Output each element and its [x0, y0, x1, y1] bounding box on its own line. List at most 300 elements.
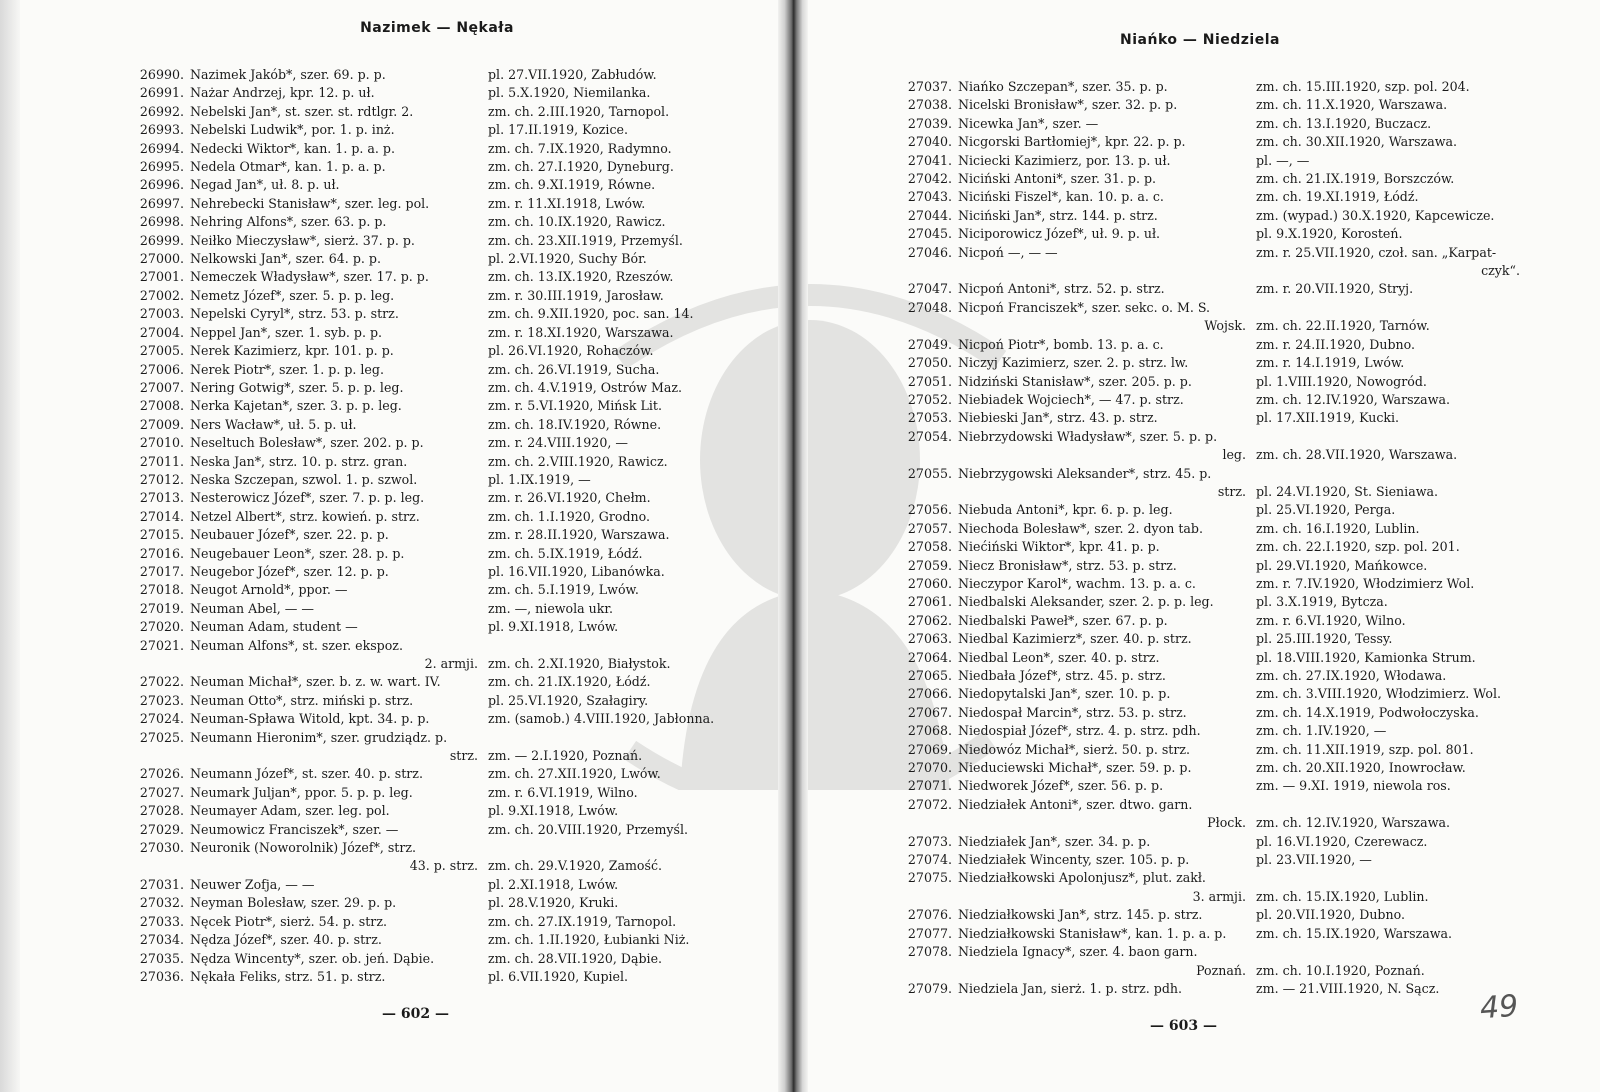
entry-fate: zm. ch. 27.IX.1919, Tarnopol.	[488, 913, 677, 929]
entry-name: Neugebauer Leon*, szer. 28. p. p.	[190, 545, 405, 561]
entry-number: 27025.	[139, 729, 184, 745]
left-page	[112, 0, 762, 1092]
entry-number: 27023.	[139, 692, 184, 708]
entry-fate: zm. r. 6.VI.1920, Wilno.	[1256, 612, 1406, 628]
entry-fate: pl. 26.VI.1920, Rohaczów.	[488, 343, 654, 359]
entry-name: Netzel Albert*, strz. kowień. p. strz.	[190, 508, 420, 524]
entry-name: Nidziński Stanisław*, szer. 205. p. p.	[958, 373, 1192, 389]
entry-name: Neuman Alfons*, st. szer. ekspoz.	[190, 637, 403, 653]
entry-fate	[1246, 943, 1520, 961]
register-entry	[880, 557, 1520, 575]
entry-number: 27003.	[139, 306, 184, 322]
entry-number: 27016.	[139, 545, 184, 561]
left-entry-list	[112, 66, 762, 986]
entry-name: Wojsk.	[1204, 318, 1246, 334]
register-entry	[112, 416, 762, 434]
register-entry	[112, 361, 762, 379]
entry-fate: pl. 25.III.1920, Tessy.	[1256, 631, 1393, 647]
entry-fate: zm. r. 7.IV.1920, Włodzimierz Wol.	[1256, 575, 1475, 591]
entry-fate: zm. ch. 21.IX.1919, Borszczów.	[1256, 171, 1455, 187]
entry-name: Niedziałkowski Jan*, strz. 145. p. strz.	[958, 907, 1203, 923]
entry-continuation	[880, 962, 1520, 980]
entry-name: Niebrzydowski Władysław*, szer. 5. p. p.	[958, 428, 1218, 444]
entry-number: 27035.	[139, 950, 184, 966]
entry-number: 27022.	[139, 674, 184, 690]
register-entry	[112, 213, 762, 231]
entry-number: 27061.	[907, 594, 952, 610]
register-entry	[880, 630, 1520, 648]
entry-fate: zm. r. 25.VII.1920, czoł. san. „Karpat-	[1256, 244, 1497, 260]
entry-name: Niedziałek Wincenty, szer. 105. p. p.	[958, 852, 1190, 868]
entry-name: Nerka Kajetan*, szer. 3. p. p. leg.	[190, 398, 402, 414]
entry-fate: zm. ch. 11.X.1920, Warszawa.	[1256, 97, 1448, 113]
entry-number: 27040.	[907, 134, 952, 150]
entry-fate: zm. — 2.I.1920, Poznań.	[488, 748, 643, 764]
entry-number: 26993.	[139, 122, 184, 138]
register-entry	[880, 96, 1520, 114]
entry-fate: zm. ch. 15.IX.1920, Lublin.	[1256, 888, 1429, 904]
register-entry	[880, 373, 1520, 391]
entry-fate: zm. ch. 1.I.1920, Grodno.	[488, 508, 651, 524]
register-entry	[880, 152, 1520, 170]
entry-continuation	[112, 747, 762, 765]
register-entry	[880, 741, 1520, 759]
entry-number: 27067.	[907, 704, 952, 720]
page-number-left: — 602 —	[382, 1006, 449, 1022]
entry-name: Nesterowicz Józef*, szer. 7. p. p. leg.	[190, 490, 425, 506]
entry-number: 27052.	[907, 391, 952, 407]
register-entry	[880, 685, 1520, 703]
entry-name: Niedowóz Michał*, sierż. 50. p. strz.	[958, 741, 1191, 757]
entry-fate: pl. 18.VIII.1920, Kamionka Strum.	[1256, 649, 1476, 665]
register-entry	[112, 324, 762, 342]
entry-fate: zm. ch. 18.IV.1920, Równe.	[488, 416, 662, 432]
entry-fate	[1246, 869, 1520, 887]
entry-number: 26995.	[139, 159, 184, 175]
entry-fate: zm. ch. 2.VIII.1920, Rawicz.	[488, 453, 668, 469]
register-entry	[112, 508, 762, 526]
entry-name: Niebieski Jan*, strz. 43. p. strz.	[958, 410, 1158, 426]
entry-fate: pl. 6.VII.1920, Kupiel.	[488, 968, 629, 984]
entry-fate: pl. 5.X.1920, Niemilanka.	[488, 85, 651, 101]
register-entry	[112, 673, 762, 691]
register-entry	[112, 84, 762, 102]
entry-number: 27050.	[907, 355, 952, 371]
entry-number: 27015.	[139, 527, 184, 543]
entry-number: 27008.	[139, 398, 184, 414]
register-entry	[880, 906, 1520, 924]
entry-fate: zm. ch. 23.XII.1919, Przemyśl.	[488, 232, 683, 248]
entry-fate: zm. r. 5.VI.1920, Mińsk Lit.	[488, 398, 662, 414]
entry-number: 27033.	[139, 913, 184, 929]
page-number-right: — 603 —	[1150, 1018, 1217, 1034]
entry-number: 27057.	[907, 520, 952, 536]
entry-number: 27028.	[139, 803, 184, 819]
register-entry	[880, 170, 1520, 188]
entry-name: Nemetz Józef*, szer. 5. p. p. leg.	[190, 287, 395, 303]
register-entry	[880, 244, 1520, 262]
entry-name: Neuman Adam, student —	[190, 619, 358, 635]
entry-fate: zm. ch. 13.IX.1920, Rzeszów.	[488, 269, 674, 285]
entry-fate: pl. 17.II.1919, Kozice.	[488, 122, 628, 138]
register-entry	[112, 765, 762, 783]
entry-number: 27020.	[139, 619, 184, 635]
entry-name: Niciński Fiszel*, kan. 10. p. a. c.	[958, 189, 1164, 205]
register-entry	[880, 538, 1520, 556]
entry-name: Neppel Jan*, szer. 1. syb. p. p.	[190, 324, 383, 340]
register-entry	[112, 489, 762, 507]
register-entry	[112, 453, 762, 471]
register-entry	[880, 409, 1520, 427]
entry-fate: pl. 9.XI.1918, Lwów.	[488, 619, 619, 635]
entry-fate: zm. ch. 9.XI.1919, Równe.	[488, 177, 656, 193]
entry-number: 27024.	[139, 711, 184, 727]
entry-number: 26997.	[139, 195, 184, 211]
entry-name: 3. armji.	[1192, 888, 1246, 904]
entry-name: Niedospiał Józef*, strz. 4. p. strz. pdh.	[958, 723, 1201, 739]
entry-number: 27037.	[907, 79, 952, 94]
entry-number: 26996.	[139, 177, 184, 193]
entry-name: Niecz Bronisław*, strz. 53. p. strz.	[958, 557, 1177, 573]
entry-continuation	[880, 483, 1520, 501]
entry-fate: pl. 25.VI.1920, Szałagiry.	[488, 692, 649, 708]
entry-fate: zm. ch. 10.I.1920, Poznań.	[1256, 962, 1425, 978]
register-entry	[880, 833, 1520, 851]
entry-name: Niedbalski Paweł*, szer. 67. p. p.	[958, 612, 1168, 628]
entry-number: 27032.	[139, 895, 184, 911]
entry-fate: zm. r. 30.III.1919, Jarosław.	[488, 287, 664, 303]
entry-number: 27063.	[907, 631, 952, 647]
entry-fate: pl. 1.VIII.1920, Nowogród.	[1256, 373, 1427, 389]
entry-fate: zm. (samob.) 4.VIII.1920, Jabłonna.	[488, 711, 715, 727]
entry-number: 27070.	[907, 760, 952, 776]
entry-number: 27069.	[907, 741, 952, 757]
entry-number: 27011.	[139, 453, 184, 469]
entry-number: 27077.	[907, 925, 952, 941]
entry-fate: pl. 20.VII.1920, Dubno.	[1256, 907, 1405, 923]
entry-number: 27029.	[139, 821, 184, 837]
entry-fate: zm. ch. 15.IX.1920, Warszawa.	[1256, 925, 1453, 941]
entry-name: Nicpoń Antoni*, strz. 52. p. strz.	[958, 281, 1165, 297]
entry-number: 27079.	[907, 980, 952, 996]
entry-name: Nicgorski Bartłomiej*, kpr. 22. p. p.	[958, 134, 1186, 150]
entry-name: Niedziałek Antoni*, szer. dtwo. garn.	[958, 796, 1193, 812]
register-entry	[880, 336, 1520, 354]
entry-fate: zm. ch. 5.IX.1919, Łódź.	[488, 545, 643, 561]
entry-name: Niciński Antoni*, szer. 31. p. p.	[958, 171, 1157, 187]
entry-fate: pl. —, —	[1256, 152, 1310, 168]
entry-number: 26998.	[139, 214, 184, 230]
register-entry	[880, 612, 1520, 630]
entry-fate: pl. 9.XI.1918, Lwów.	[488, 803, 619, 819]
register-entry	[112, 526, 762, 544]
register-entry	[112, 103, 762, 121]
register-entry	[880, 354, 1520, 372]
entry-name: Nękała Feliks, strz. 51. p. strz.	[190, 968, 386, 984]
register-entry	[880, 649, 1520, 667]
entry-name: Neuman Michał*, szer. b. z. w. wart. IV.	[190, 674, 441, 690]
entry-number: 27038.	[907, 97, 952, 113]
entry-fate: zm. ch. 22.II.1920, Tarnów.	[1256, 318, 1430, 334]
entry-name: Neugebor Józef*, szer. 12. p. p.	[190, 563, 389, 579]
entry-name: Neska Jan*, strz. 10. p. strz. gran.	[190, 453, 408, 469]
entry-fate	[478, 637, 762, 655]
entry-number: 27075.	[907, 870, 952, 886]
register-entry	[880, 575, 1520, 593]
entry-name: Niebiadek Wojciech*, — 47. p. strz.	[958, 391, 1184, 407]
entry-name: Nicpoń Franciszek*, szer. sekc. o. M. S.	[958, 299, 1211, 315]
register-entry	[112, 342, 762, 360]
entry-name: strz.	[449, 748, 478, 764]
register-entry	[880, 593, 1520, 611]
entry-number: 27042.	[907, 171, 952, 187]
register-entry	[880, 78, 1520, 96]
entry-name: Niedbała Józef*, strz. 45. p. strz.	[958, 668, 1166, 683]
entry-name: Neuman Abel, — —	[190, 600, 314, 616]
entry-number: 26994.	[139, 140, 184, 156]
entry-fate: zm. ch. 5.I.1919, Lwów.	[488, 582, 639, 598]
entry-number: 27056.	[907, 502, 952, 518]
entry-number: 26992.	[139, 103, 184, 119]
register-entry	[112, 434, 762, 452]
register-entry	[112, 581, 762, 599]
entry-number: 27048.	[907, 299, 952, 315]
register-entry	[880, 465, 1520, 483]
register-entry	[112, 305, 762, 323]
entry-fate: zm. r. 28.II.1920, Warszawa.	[488, 527, 670, 543]
register-entry	[880, 796, 1520, 814]
register-entry	[112, 637, 762, 655]
entry-number: 27005.	[139, 343, 184, 359]
entry-fate: zm. ch. 3.VIII.1920, Włodzimierz. Wol.	[1256, 686, 1501, 702]
entry-fate	[1246, 299, 1520, 317]
entry-fate: zm. ch. 21.IX.1920, Łódź.	[488, 674, 651, 690]
entry-number: 27000.	[139, 251, 184, 267]
entry-number: 27076.	[907, 907, 952, 923]
entry-continuation	[880, 317, 1520, 335]
register-entry	[112, 894, 762, 912]
entry-name: Niciński Jan*, strz. 144. p. strz.	[958, 207, 1158, 223]
entry-name: Neuman-Spława Witold, kpt. 34. p. p.	[190, 711, 430, 727]
entry-fate: pl. 24.VI.1920, St. Sieniawa.	[1256, 483, 1438, 499]
entry-fate: zm. ch. 15.III.1920, szp. pol. 204.	[1256, 79, 1470, 94]
entry-name: Nęcek Piotr*, sierż. 54. p. strz.	[190, 913, 387, 929]
entry-number: 27071.	[907, 778, 952, 794]
entry-number: 27068.	[907, 723, 952, 739]
register-entry	[112, 250, 762, 268]
entry-fate: zm. ch. 27.I.1920, Dyneburg.	[488, 159, 674, 175]
entry-fate: zm. ch. 29.V.1920, Zamość.	[488, 858, 663, 874]
entry-fate: zm. r. 20.VII.1920, Stryj.	[1256, 281, 1414, 297]
entry-number: 27027.	[139, 784, 184, 800]
entry-name: Neyman Bolesław, szer. 29. p. p.	[190, 895, 397, 911]
register-entry	[112, 232, 762, 250]
entry-fate: pl. 16.VII.1920, Libanówka.	[488, 563, 665, 579]
entry-name: Nehrebecki Stanisław*, szer. leg. pol.	[190, 195, 430, 211]
entry-fate: pl. 28.V.1920, Kruki.	[488, 895, 619, 911]
entry-fate: zm. ch. 1.II.1920, Łubianki Niż.	[488, 932, 690, 948]
entry-fate: zm. ch. 12.IV.1920, Warszawa.	[1256, 815, 1450, 831]
entry-fate: czyk“.	[1481, 263, 1520, 279]
entry-name: Niedbal Leon*, szer. 40. p. strz.	[958, 649, 1160, 665]
entry-name: Niedziela Jan, sierż. 1. p. strz. pdh.	[958, 980, 1183, 996]
entry-name: 2. armji.	[424, 656, 478, 671]
entry-name: Poznań.	[1196, 962, 1246, 978]
register-entry	[880, 280, 1520, 298]
entry-fate	[1246, 796, 1520, 814]
entry-fate: zm. ch. 20.VIII.1920, Przemyśl.	[488, 821, 688, 837]
entry-name: Neuman Otto*, strz. miński p. strz.	[190, 692, 414, 708]
entry-number: 27036.	[139, 968, 184, 984]
entry-name: Niańko Szczepan*, szer. 35. p. p.	[958, 79, 1168, 94]
register-entry	[880, 520, 1520, 538]
entry-fate: zm. r. 24.VIII.1920, —	[488, 435, 628, 451]
entry-name: Niedziałkowski Apolonjusz*, plut. zakł.	[958, 870, 1206, 886]
entry-number: 27065.	[907, 668, 952, 683]
entry-number: 27030.	[139, 840, 184, 856]
entry-fate: zm. ch. 7.IX.1920, Radymno.	[488, 140, 672, 156]
entry-fate: zm. ch. 1.IV.1920, —	[1256, 723, 1387, 739]
entry-name: leg.	[1222, 447, 1246, 463]
register-entry	[112, 287, 762, 305]
register-entry	[880, 299, 1520, 317]
entry-continuation	[112, 857, 762, 875]
entry-fate: zm. (wypad.) 30.X.1920, Kapcewicze.	[1256, 207, 1495, 223]
entry-name: Neska Szczepan, szwol. 1. p. szwol.	[190, 471, 418, 487]
entry-name: Niebuda Antoni*, kpr. 6. p. p. leg.	[958, 502, 1173, 518]
entry-name: Nędza Wincenty*, szer. ob. jeń. Dąbie.	[190, 950, 435, 966]
entry-fate: pl. 9.X.1920, Korosteń.	[1256, 226, 1403, 242]
entry-number: 27047.	[907, 281, 952, 297]
entry-fate: pl. 27.VII.1920, Zabłudów.	[488, 67, 657, 82]
entry-fate	[478, 839, 762, 857]
entry-fate: pl. 25.VI.1920, Perga.	[1256, 502, 1396, 518]
entry-fate	[478, 729, 762, 747]
entry-name: Nebelski Ludwik*, por. 1. p. inż.	[190, 122, 395, 138]
entry-name: Niedworek Józef*, szer. 56. p. p.	[958, 778, 1164, 794]
page-header-left: Nazimek — Nękała	[360, 20, 514, 36]
entry-fate: zm. ch. 2.III.1920, Tarnopol.	[488, 103, 670, 119]
entry-name: Nelkowski Jan*, szer. 64. p. p.	[190, 251, 381, 267]
entry-name: Ners Wacław*, uł. 5. p. uł.	[190, 416, 357, 432]
register-entry	[112, 545, 762, 563]
register-entry	[112, 600, 762, 618]
entry-number: 27058.	[907, 539, 952, 555]
register-entry	[880, 188, 1520, 206]
entry-number: 27001.	[139, 269, 184, 285]
entry-number: 27039.	[907, 115, 952, 131]
entry-number: 27064.	[907, 649, 952, 665]
entry-number: 26990.	[139, 67, 184, 82]
entry-fate: zm. r. 11.XI.1918, Lwów.	[488, 195, 646, 211]
register-entry	[880, 428, 1520, 446]
entry-name: Niczyj Kazimierz, szer. 2. p. strz. lw.	[958, 355, 1189, 371]
register-entry	[112, 379, 762, 397]
register-entry	[112, 563, 762, 581]
entry-number: 27078.	[907, 944, 952, 960]
entry-number: 27018.	[139, 582, 184, 598]
register-entry	[880, 133, 1520, 151]
right-page	[880, 0, 1520, 1092]
entry-number: 27012.	[139, 471, 184, 487]
entry-name: Nicelski Bronisław*, szer. 32. p. p.	[958, 97, 1178, 113]
entry-number: 27073.	[907, 833, 952, 849]
register-entry	[112, 710, 762, 728]
entry-fate	[1246, 465, 1520, 483]
entry-fate: zm. ch. 16.I.1920, Lublin.	[1256, 520, 1420, 536]
register-entry	[112, 692, 762, 710]
entry-fate: pl. 16.VI.1920, Czerewacz.	[1256, 833, 1428, 849]
entry-name: Nedela Otmar*, kan. 1. p. a. p.	[190, 159, 386, 175]
entry-name: Nieduciewski Michał*, szer. 59. p. p.	[958, 760, 1192, 776]
page-edge-shadow	[0, 0, 20, 1092]
entry-number: 27007.	[139, 379, 184, 395]
entry-number: 27054.	[907, 428, 952, 444]
register-entry	[880, 869, 1520, 887]
entry-number: 27019.	[139, 600, 184, 616]
entry-fate: zm. ch. 11.XII.1919, szp. pol. 801.	[1256, 741, 1474, 757]
entry-number: 27002.	[139, 287, 184, 303]
entry-number: 27010.	[139, 435, 184, 451]
entry-number: 27021.	[139, 637, 184, 653]
entry-number: 27026.	[139, 766, 184, 782]
entry-fate	[1246, 428, 1520, 446]
register-entry	[112, 968, 762, 986]
entry-name: Neumann Józef*, st. szer. 40. p. strz.	[190, 766, 423, 782]
entry-name: strz.	[1217, 483, 1246, 499]
entry-number: 27046.	[907, 244, 952, 260]
entry-name: Neugot Arnold*, ppor. —	[190, 582, 348, 598]
entry-number: 27051.	[907, 373, 952, 389]
entry-fate: zm. — 9.XI. 1919, niewola ros.	[1256, 778, 1451, 794]
entry-name: Neumowicz Franciszek*, szer. —	[190, 821, 399, 837]
register-entry	[880, 391, 1520, 409]
entry-name: Niciporowicz Józef*, uł. 9. p. uł.	[958, 226, 1161, 242]
register-entry	[880, 704, 1520, 722]
entry-continuation	[880, 262, 1520, 280]
entry-name: Nieczypor Karol*, wachm. 13. p. a. c.	[958, 575, 1196, 591]
entry-name: Neumayer Adam, szer. leg. pol.	[190, 803, 390, 819]
entry-fate: zm. ch. 9.XII.1920, poc. san. 14.	[488, 306, 694, 322]
entry-number: 27059.	[907, 557, 952, 573]
entry-name: Niedospał Marcin*, strz. 53. p. strz.	[958, 704, 1187, 720]
entry-number: 26991.	[139, 85, 184, 101]
entry-fate: zm. r. 26.VI.1920, Chełm.	[488, 490, 651, 506]
register-entry	[112, 140, 762, 158]
register-entry	[112, 268, 762, 286]
entry-name: Nazimek Jakób*, szer. 69. p. p.	[190, 67, 386, 82]
entry-fate: zm. r. 14.I.1919, Lwów.	[1256, 355, 1405, 371]
entry-name: Nędza Józef*, szer. 40. p. strz.	[190, 932, 382, 948]
entry-number: 27034.	[139, 932, 184, 948]
entry-name: Nicpoń Piotr*, bomb. 13. p. a. c.	[958, 336, 1164, 352]
register-entry	[880, 115, 1520, 133]
register-entry	[880, 925, 1520, 943]
entry-name: Neseltuch Bolesław*, szer. 202. p. p.	[190, 435, 424, 451]
register-entry	[112, 176, 762, 194]
entry-number: 27004.	[139, 324, 184, 340]
entry-name: Niećiński Wiktor*, kpr. 41. p. p.	[958, 539, 1160, 555]
register-entry	[880, 943, 1520, 961]
entry-number: 27044.	[907, 207, 952, 223]
entry-fate: pl. 23.VII.1920, —	[1256, 852, 1372, 868]
register-entry	[112, 121, 762, 139]
entry-name: Nering Gotwig*, szer. 5. p. p. leg.	[190, 379, 404, 395]
register-entry	[880, 501, 1520, 519]
entry-fate: pl. 3.X.1919, Bytcza.	[1256, 594, 1388, 610]
entry-name: Nerek Kazimierz, kpr. 101. p. p.	[190, 343, 394, 359]
entry-name: Niedbal Kazimierz*, szer. 40. p. strz.	[958, 631, 1192, 647]
